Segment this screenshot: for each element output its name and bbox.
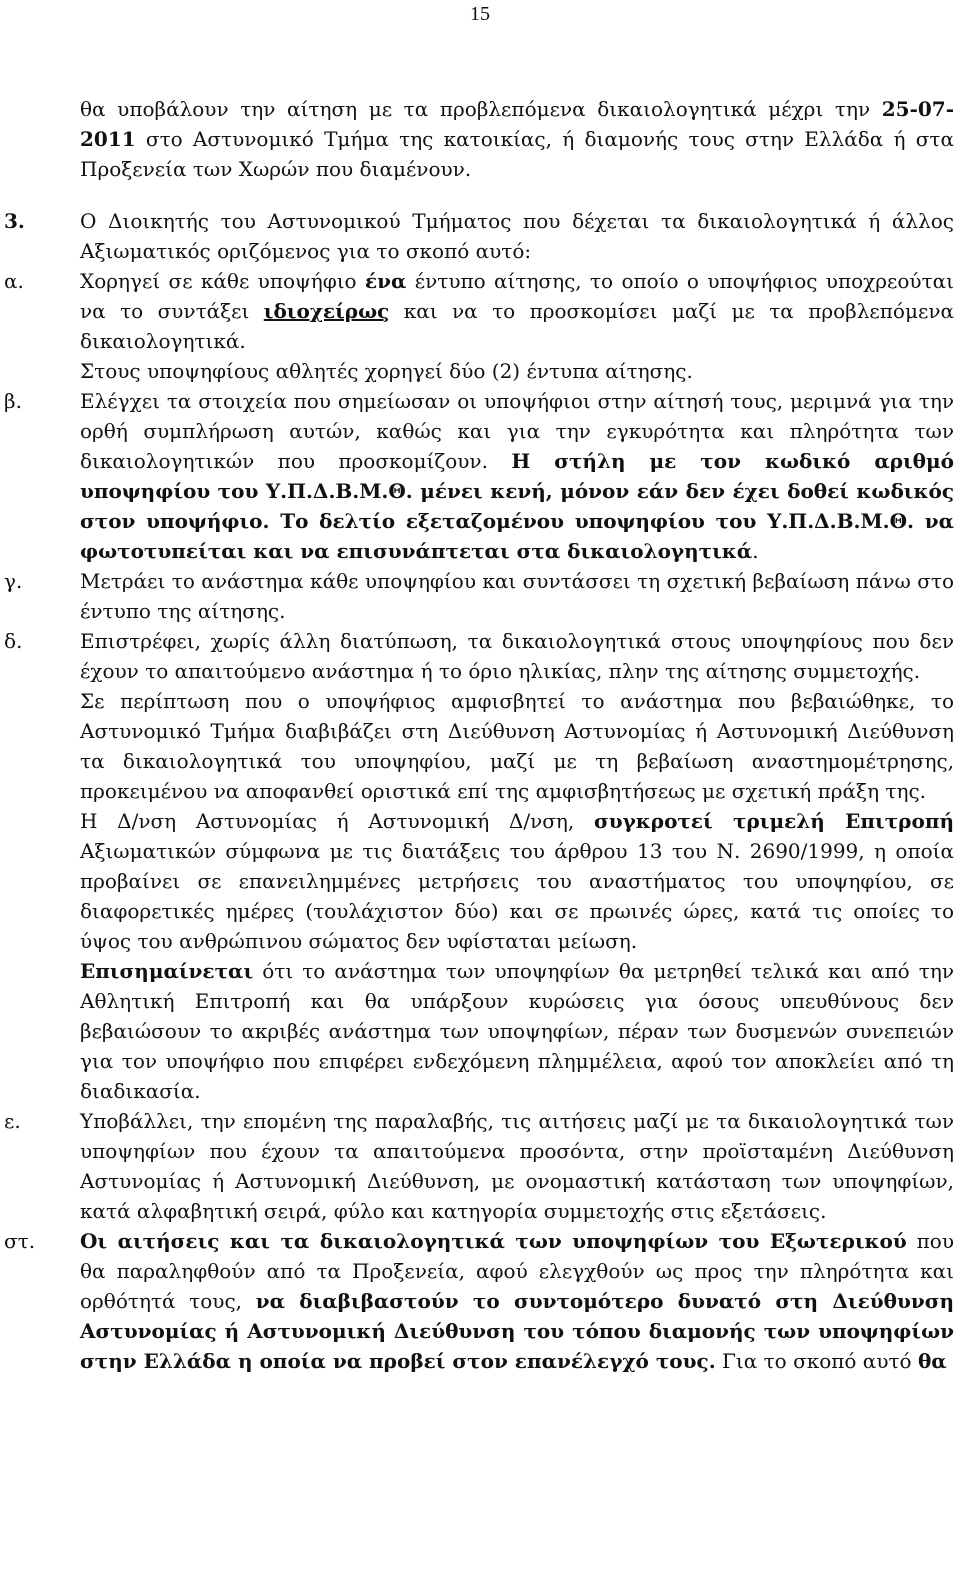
item-3 bbox=[0, 206, 960, 266]
item-b: β. Ελέγχει τα στοιχεία που σημείωσαν οι υποψήφιοι στην αίτησή τους, μεριμνά για την ορθή συμπλήρωση αυτών, καθώς και για την εγκυρότητα και πληρότητα των δικαιολογητικών που προσκομίζουν. Η στήλη με τον κωδικό αριθμό υποψηφίου του Υ.Π.Δ.Β.Μ.Θ. μένει κενή, μόνον εάν δεν έχει δοθεί κωδικός στον υποψήφιο. Το δελτίο εξεταζομένου υποψηφίου του Υ.Π.Δ.Β.Μ.Θ. να φωτοτυπείται και να επισυνάπτεται στα δικαιολογητικά. bbox=[0, 386, 960, 566]
item-d-p3: Η Δ/νση Αστυνομίας ή Αστυνομική Δ/νση, συγκροτεί τριμελή Επιτροπή Αξιωματικών σύμφωνα με τις διατάξεις του άρθρου 13 του Ν. 2690/1999, η οποία προβαίνει σε επανειλημμένες μετρήσεις του αναστήματος του υποψηφίου, σε διαφορετικές ημέρες (τουλάχιστον δύο) και σε πρωινές ώρες, κατά τις οποίες το ύψος του ανθρώπινου σώματος δεν υφίσταται μείωση. bbox=[80, 809, 955, 953]
item-d-marker: δ. bbox=[4, 629, 23, 653]
item-d-p2: Σε περίπτωση που ο υποψήφιος αμφισβητεί το ανάστημα που βεβαιώθηκε, το Αστυνομικό Τμήμα διαβιβάζει στη Διεύθυνση Αστυνομίας ή Αστυνομική Διεύθυνση τα δικαιολογητικά του υποψηφίου, μαζί με τη βεβαίωση αναστημομέτρησης, προκειμένου να αποφανθεί οριστικά επί της αμφισβητήσεως με σχετική πράξη της. bbox=[80, 689, 954, 803]
item-a-athletes-note: Στους υποψηφίους αθλητές χορηγεί δύο (2) έντυπα αίτησης. bbox=[80, 359, 693, 383]
item-a: α. Χορηγεί σε κάθε υποψήφιο ένα έντυπο αίτησης, το οποίο ο υποψήφιος υποχρεούται να το συντάξει ιδιοχείρως και να το προσκομίσει μαζί με τα προβλεπόμενα δικαιολογητικά. Στους υποψηφίους αθλητές χορηγεί δύο (2) έντυπα αίτησης. bbox=[0, 266, 960, 386]
item-c-text: Μετράει το ανάστημα κάθε υποψηφίου και συντάσσει τη σχετική βεβαίωση πάνω στο έντυπο της αίτησης. bbox=[80, 569, 954, 623]
item-e-text: Υποβάλλει, την επομένη της παραλαβής, τις αιτήσεις μαζί με τα δικαιολογητικά των υποψηφίων που έχουν τα απαιτούμενα προσόντα, στην προϊσταμένη Διεύθυνση Αστυνομίας ή Αστυνομική Διεύθυνση, με ονομαστική κατάσταση των υποψηφίων, κατά αλφαβητική σειρά, φύλο και κατηγορία συμμετοχής στις εξετάσεις. bbox=[80, 1109, 954, 1223]
item-3-marker: 3. bbox=[4, 209, 25, 233]
page-number: 15 bbox=[470, 3, 490, 25]
intro-paragraph: θα υποβάλουν την αίτηση με τα προβλεπόμενα δικαιολογητικά μέχρι την 25-07-2011 στο Αστυνομικό Τμήμα της κατοικίας, ή διαμονής τους στην Ελλάδα ή στα Προξενεία των Χωρών που διαμένουν. bbox=[80, 97, 954, 181]
document-body bbox=[0, 94, 960, 1376]
item-e bbox=[0, 1106, 960, 1226]
deadline-date: 25-07-2011 bbox=[80, 97, 954, 151]
item-c bbox=[0, 566, 960, 626]
item-st: στ. Οι αιτήσεις και τα δικαιολογητικά των υποψηφίων του Εξωτερικού που θα παραληφθούν από τα Προξενεία, αφού ελεγχθούν ως προς την πληρότητα και ορθότητά τους, να διαβιβαστούν το συντομότερο δυνατό στη Διεύθυνση Αστυνομίας ή Αστυνομική Διεύθυνση του τόπου διαμονής των υποψηφίων στην Ελλάδα η οποία να προβεί στον επανέλεγχό τους. Για το σκοπό αυτό θα bbox=[0, 1226, 960, 1376]
item-b-marker: β. bbox=[4, 389, 22, 413]
item-d bbox=[0, 626, 960, 1106]
item-b-bold-note: Η στήλη με τον κωδικό αριθμό υποψηφίου του Υ.Π.Δ.Β.Μ.Θ. μένει κενή, μόνον εάν δεν έχει δοθεί κωδικός στον υποψήφιο. Το δελτίο εξεταζομένου υποψηφίου του Υ.Π.Δ.Β.Μ.Θ. να φωτοτυπείται και να επισυνάπτεται στα δικαιολογητικά bbox=[80, 449, 955, 563]
handwritten-emphasis: ιδιοχείρως bbox=[263, 299, 390, 323]
item-3-text: Ο Διοικητής του Αστυνομικού Τμήματος που δέχεται τα δικαιολογητικά ή άλλος Αξιωματικός οριζόμενος για το σκοπό αυτό: bbox=[80, 209, 954, 263]
item-a-marker: α. bbox=[4, 269, 24, 293]
item-d-p1: Επιστρέφει, χωρίς άλλη διατύπωση, τα δικαιολογητικά στους υποψηφίους που δεν έχουν το απαιτούμενο ανάστημα ή το όριο ηλικίας, πλην της αίτησης συμμετοχής. bbox=[80, 629, 954, 683]
item-st-marker: στ. bbox=[4, 1229, 36, 1253]
item-d-p4: Επισημαίνεται ότι το ανάστημα των υποψηφίων θα μετρηθεί τελικά και από την Αθλητική Επιτροπή και θα υπάρξουν κυρώσεις για όσους υπευθύνους δεν βεβαιώσουν το ακριβές ανάστημα των υποψηφίων, πέραν των δυσμενών συνεπειών για τον υποψήφιο που επιφέρει ενδεχόμενη πλημμέλεια, αφού τον αποκλείει από τη διαδικασία. bbox=[80, 959, 954, 1103]
item-c-marker: γ. bbox=[4, 569, 23, 593]
item-e-marker: ε. bbox=[4, 1109, 21, 1133]
